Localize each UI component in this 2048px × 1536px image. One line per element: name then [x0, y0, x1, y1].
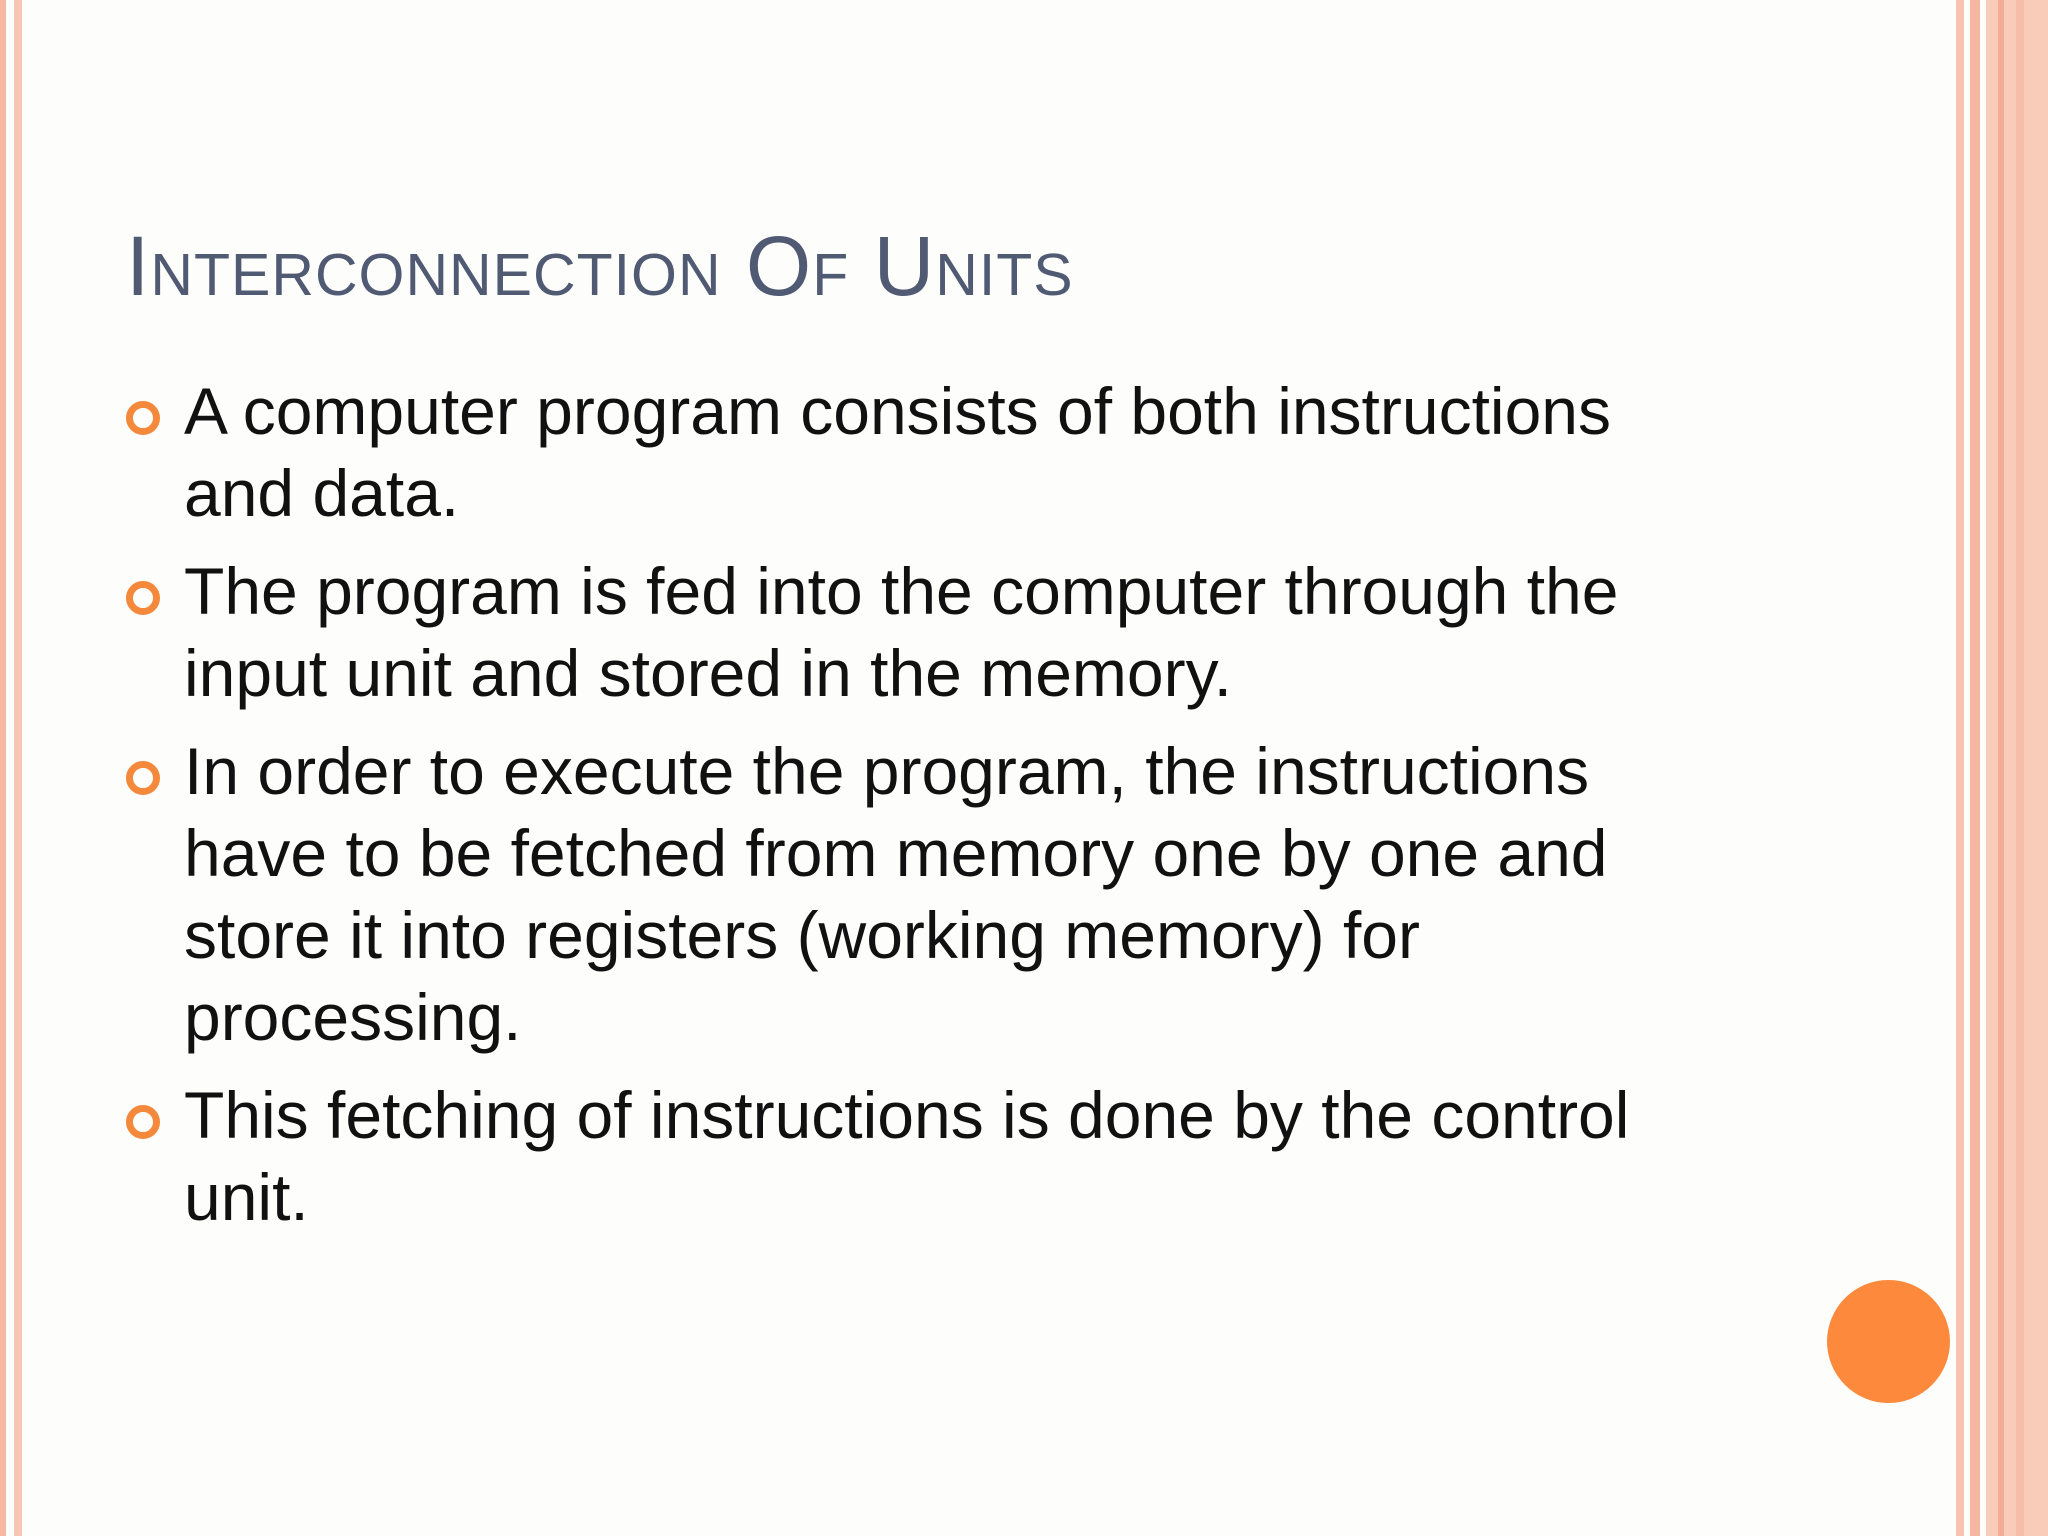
- slide-title: Interconnection Of Units: [126, 219, 1074, 313]
- right-border-stripe: [1956, 0, 1964, 1536]
- bullet-item: [126, 550, 1726, 714]
- bullet-item: [126, 1074, 1726, 1238]
- bullet-item: [126, 730, 1726, 1058]
- bullet-text: A computer program consists of both instructions and data.: [184, 374, 1611, 530]
- bullet-text: In order to execute the program, the instructions have to be fetched from memory one by one and store it into registers (working memory) for processing.: [184, 734, 1608, 1054]
- right-border-stripe: [1998, 0, 2004, 1536]
- bullet-circle-icon: [126, 1105, 160, 1139]
- bullet-circle-icon: [126, 581, 160, 615]
- bullet-text: The program is fed into the computer through the input unit and stored in the memory.: [184, 554, 1619, 710]
- bullet-circle-icon: [126, 761, 160, 795]
- right-border-stripe: [1970, 0, 1980, 1536]
- decorative-circle: [1827, 1280, 1950, 1403]
- bullet-item: [126, 370, 1726, 534]
- left-border-stripe-inner: [14, 0, 22, 1536]
- bullet-circle-icon: [126, 401, 160, 435]
- bullet-list: [126, 370, 1726, 1254]
- right-border-stripe: [2016, 0, 2024, 1536]
- left-border-stripe: [0, 0, 6, 1536]
- bullet-text: This fetching of instructions is done by the control unit.: [184, 1078, 1630, 1234]
